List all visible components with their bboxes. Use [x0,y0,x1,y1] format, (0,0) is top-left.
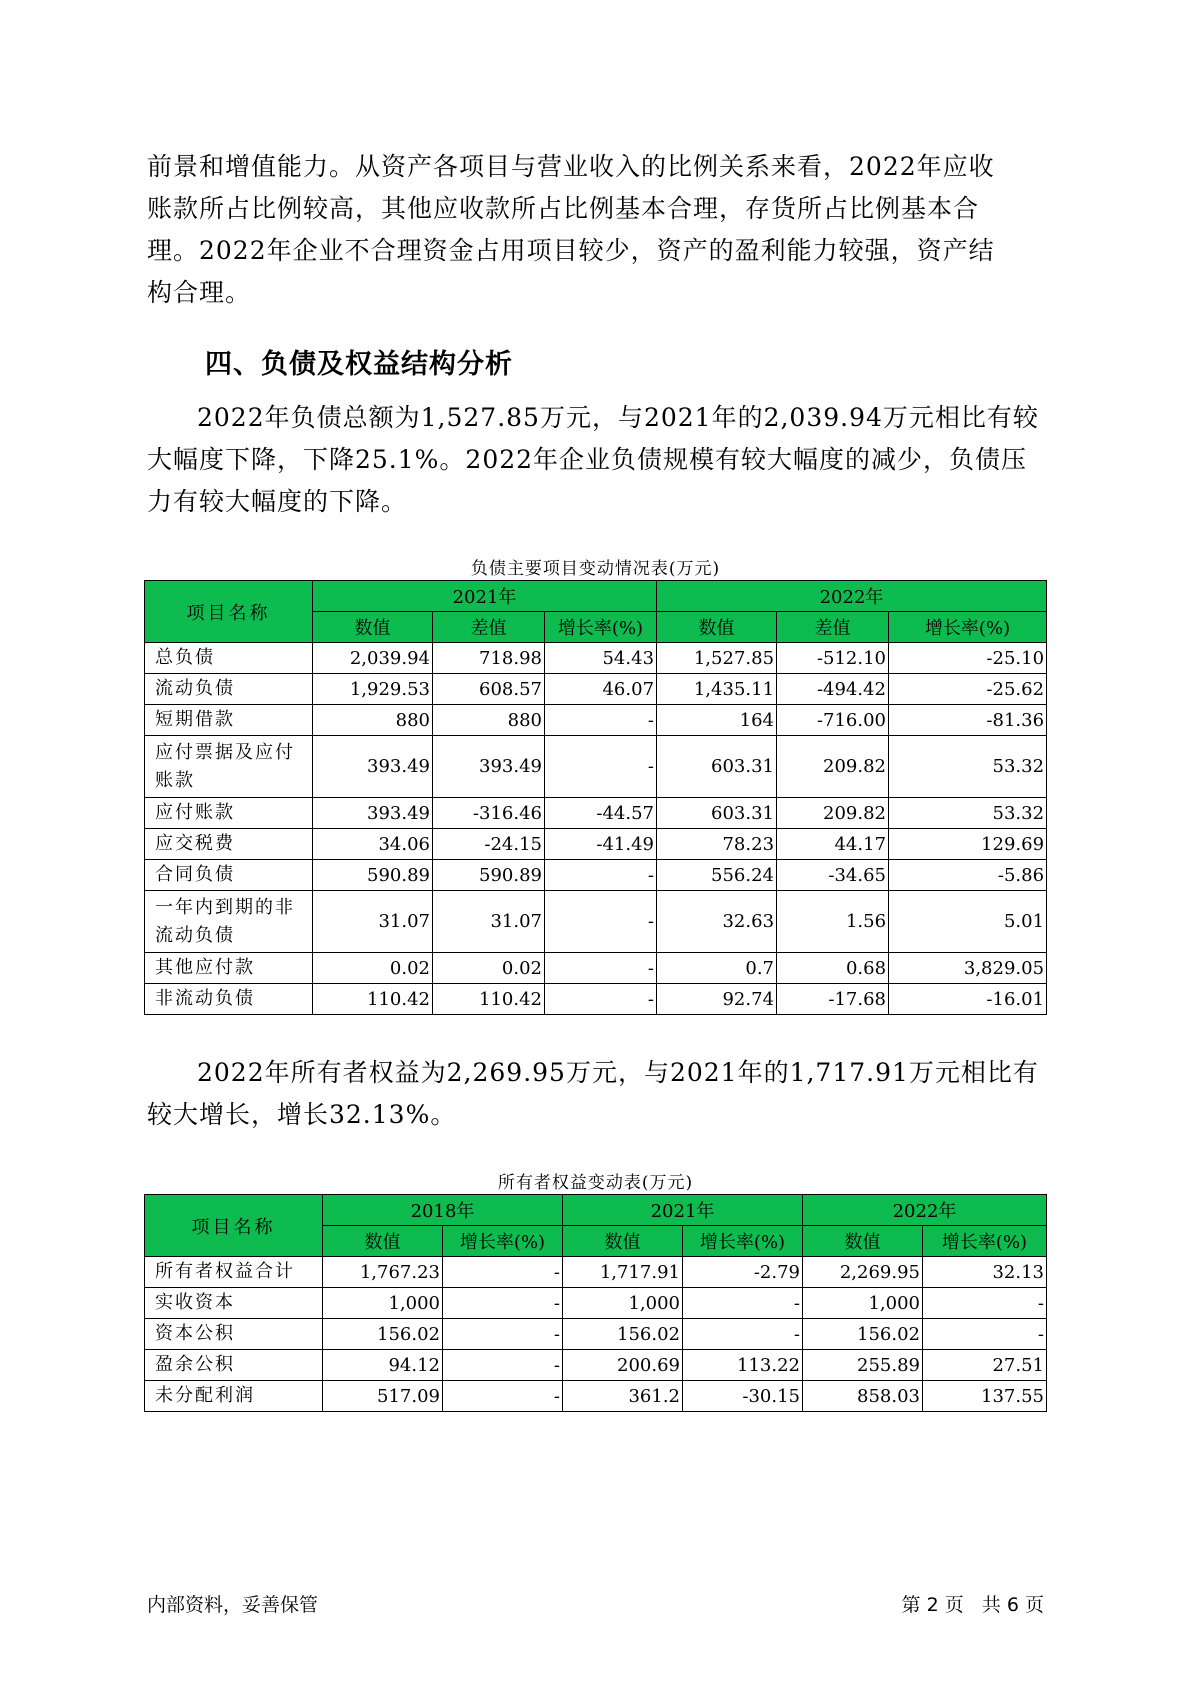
table-cell: -16.01 [889,984,1047,1015]
table-row [145,736,1047,798]
table-cell: 556.24 [657,860,777,891]
table-cell: 0.02 [433,953,545,984]
liabilities-table [144,580,1047,1015]
table-cell: 1,527.85 [657,643,777,674]
table-cell: - [545,705,657,736]
footer-page-number: 第 2 页 共 6 页 [901,1594,1044,1616]
row-label: 未分配利润 [145,1381,323,1412]
row-label: 其他应付款 [145,953,313,984]
table-cell: - [923,1288,1047,1319]
column-header: 数值 [563,1226,683,1257]
row-label: 一年内到期的非流动负债 [145,891,313,953]
table-cell: 54.43 [545,643,657,674]
column-header: 数值 [803,1226,923,1257]
table-cell: 255.89 [803,1350,923,1381]
table-cell: 113.22 [683,1350,803,1381]
table-cell: - [683,1319,803,1350]
table-cell: -716.00 [777,705,889,736]
table-cell: - [923,1319,1047,1350]
table-cell: 361.2 [563,1381,683,1412]
paragraph-equity [147,1052,1047,1136]
table-cell: -30.15 [683,1381,803,1412]
table-cell: 164 [657,705,777,736]
column-header: 数值 [323,1226,443,1257]
table-cell: 129.69 [889,829,1047,860]
row-label: 流动负债 [145,674,313,705]
table-row [145,891,1047,953]
row-label: 应付账款 [145,798,313,829]
column-header: 增长率(%) [683,1226,803,1257]
paragraph-asset-structure [147,146,1047,314]
table-cell: 1,929.53 [313,674,433,705]
paragraph-line: 理。2022年企业不合理资金占用项目较少，资产的盈利能力较强，资产结 [147,236,995,265]
year-header: 2022年 [657,581,1047,612]
table-caption: 所有者权益变动表(万元) [497,1173,694,1193]
column-header: 增长率(%) [889,612,1047,643]
table-cell: 156.02 [803,1319,923,1350]
table-row [145,1319,1047,1350]
column-header: 数值 [313,612,433,643]
table-cell: - [545,891,657,953]
table-cell: 44.17 [777,829,889,860]
table-cell: 31.07 [433,891,545,953]
table-row [145,674,1047,705]
table-cell: - [545,984,657,1015]
table-cell: 590.89 [433,860,545,891]
table-cell: 0.68 [777,953,889,984]
table-cell: - [545,860,657,891]
table-cell: - [443,1350,563,1381]
table-cell: 94.12 [323,1350,443,1381]
table-cell: -25.10 [889,643,1047,674]
row-label: 非流动负债 [145,984,313,1015]
row-label: 资本公积 [145,1319,323,1350]
table-cell: 0.02 [313,953,433,984]
table-row [145,984,1047,1015]
paragraph-line: 较大增长，增长32.13%。 [147,1100,457,1129]
table-cell: 156.02 [563,1319,683,1350]
column-header: 增长率(%) [545,612,657,643]
table-row [145,1381,1047,1412]
table-cell: 858.03 [803,1381,923,1412]
table-cell: -17.68 [777,984,889,1015]
table-cell: -34.65 [777,860,889,891]
table-cell: 32.13 [923,1257,1047,1288]
table-row [145,1257,1047,1288]
table-cell: - [443,1381,563,1412]
table-cell: 517.09 [323,1381,443,1412]
paragraph-line: 2022年所有者权益为2,269.95万元，与2021年的1,717.91万元相比有 [197,1058,1039,1087]
paragraph-line: 构合理。 [147,278,252,307]
item-name-header: 项目名称 [145,1195,323,1257]
table-row [145,798,1047,829]
table-row [145,953,1047,984]
table-cell: -2.79 [683,1257,803,1288]
table-cell: - [545,953,657,984]
table-cell: 393.49 [313,736,433,798]
table-cell: 34.06 [313,829,433,860]
table-cell: 2,039.94 [313,643,433,674]
table-cell: 209.82 [777,798,889,829]
column-header: 差值 [433,612,545,643]
table-cell: 1.56 [777,891,889,953]
year-header: 2018年 [323,1195,563,1226]
footer-confidential-note: 内部资料，妥善保管 [147,1594,319,1616]
column-header: 增长率(%) [443,1226,563,1257]
table-cell: 603.31 [657,736,777,798]
table-cell: 718.98 [433,643,545,674]
table-cell: 603.31 [657,798,777,829]
paragraph-line: 大幅度下降，下降25.1%。2022年企业负债规模有较大幅度的减少，负债压 [147,445,1028,474]
table-cell: 32.63 [657,891,777,953]
table-cell: 1,000 [803,1288,923,1319]
column-header: 增长率(%) [923,1226,1047,1257]
table-cell: 608.57 [433,674,545,705]
paragraph-line: 2022年负债总额为1,527.85万元，与2021年的2,039.94万元相比有较 [197,403,1039,432]
column-header: 数值 [657,612,777,643]
table-cell: -44.57 [545,798,657,829]
year-header: 2022年 [803,1195,1047,1226]
table-cell: 1,717.91 [563,1257,683,1288]
table-cell: 110.42 [433,984,545,1015]
table-cell: 209.82 [777,736,889,798]
table-caption: 负债主要项目变动情况表(万元) [470,559,721,579]
table-cell: 78.23 [657,829,777,860]
table-cell: 27.51 [923,1350,1047,1381]
row-label: 所有者权益合计 [145,1257,323,1288]
table-row [145,1350,1047,1381]
table-cell: 5.01 [889,891,1047,953]
table-cell: - [443,1288,563,1319]
table-cell: - [683,1288,803,1319]
table-cell: 53.32 [889,798,1047,829]
paragraph-line: 力有较大幅度的下降。 [147,487,408,516]
year-header: 2021年 [313,581,657,612]
table-cell: -41.49 [545,829,657,860]
table-cell: 200.69 [563,1350,683,1381]
row-label: 总负债 [145,643,313,674]
table-cell: - [545,736,657,798]
section-heading: 四、负债及权益结构分析 [205,349,513,380]
table-cell: 31.07 [313,891,433,953]
table-cell: 880 [433,705,545,736]
table-row [145,643,1047,674]
table-cell: -81.36 [889,705,1047,736]
table-cell: 46.07 [545,674,657,705]
table-cell: -512.10 [777,643,889,674]
row-label: 短期借款 [145,705,313,736]
equity-table [144,1194,1047,1412]
table-row [145,829,1047,860]
table-cell: -24.15 [433,829,545,860]
table-row [145,860,1047,891]
row-label: 盈余公积 [145,1350,323,1381]
paragraph-line: 前景和增值能力。从资产各项目与营业收入的比例关系来看，2022年应收 [147,152,995,181]
table-cell: 2,269.95 [803,1257,923,1288]
table-cell: 53.32 [889,736,1047,798]
table-cell: -25.62 [889,674,1047,705]
table-cell: 3,829.05 [889,953,1047,984]
column-header: 差值 [777,612,889,643]
table-cell: 590.89 [313,860,433,891]
table-cell: 1,000 [563,1288,683,1319]
table-cell: 880 [313,705,433,736]
row-label: 合同负债 [145,860,313,891]
table-cell: 1,767.23 [323,1257,443,1288]
item-name-header: 项目名称 [145,581,313,643]
row-label: 应付票据及应付账款 [145,736,313,798]
table-cell: 137.55 [923,1381,1047,1412]
table-cell: -5.86 [889,860,1047,891]
paragraph-liabilities [147,397,1047,523]
table-cell: 156.02 [323,1319,443,1350]
table-cell: 393.49 [313,798,433,829]
year-header: 2021年 [563,1195,803,1226]
table-cell: 92.74 [657,984,777,1015]
table-row [145,1288,1047,1319]
table-cell: - [443,1257,563,1288]
table-row [145,705,1047,736]
table-cell: -316.46 [433,798,545,829]
table-cell: 110.42 [313,984,433,1015]
table-cell: -494.42 [777,674,889,705]
table-cell: 1,000 [323,1288,443,1319]
paragraph-line: 账款所占比例较高，其他应收款所占比例基本合理，存货所占比例基本合 [147,194,980,223]
table-cell: - [443,1319,563,1350]
row-label: 实收资本 [145,1288,323,1319]
table-cell: 0.7 [657,953,777,984]
row-label: 应交税费 [145,829,313,860]
table-cell: 393.49 [433,736,545,798]
table-cell: 1,435.11 [657,674,777,705]
